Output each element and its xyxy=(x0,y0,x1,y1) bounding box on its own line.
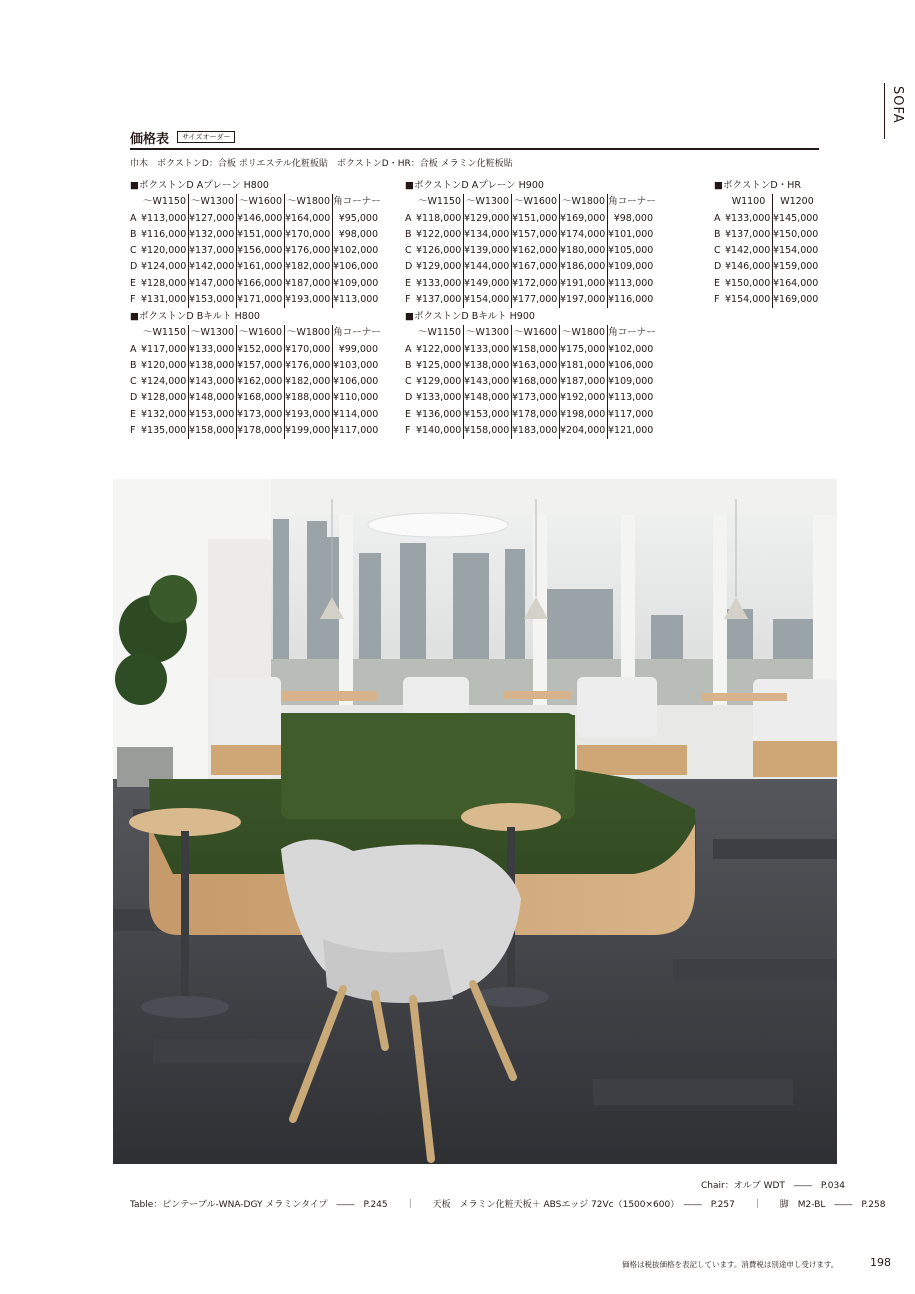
price-cell: ¥197,000 xyxy=(560,292,608,308)
price-cell: ¥128,000 xyxy=(141,390,189,406)
price-table-hr xyxy=(714,178,821,308)
price-cell: ¥150,000 xyxy=(725,276,773,292)
size-order-tag: サイズオーダー xyxy=(177,131,235,143)
price-cell: ¥114,000 xyxy=(333,408,379,420)
table-row xyxy=(405,292,656,308)
table-row xyxy=(130,243,381,259)
price-cell: ¥135,000 xyxy=(141,423,189,439)
price-cell: ¥122,000 xyxy=(416,342,464,358)
column-header: ～W1150 xyxy=(141,325,189,341)
price-table-a-plain-h800 xyxy=(130,178,381,308)
price-cell: ¥136,000 xyxy=(416,407,464,423)
price-cell: ¥121,000 xyxy=(608,425,654,437)
table-header-row xyxy=(130,194,381,210)
column-header: ～W1800 xyxy=(560,194,608,210)
price-cell: ¥178,000 xyxy=(512,407,560,423)
row-label: B xyxy=(714,228,721,240)
price-cell: ¥171,000 xyxy=(237,292,285,308)
price-cell: ¥178,000 xyxy=(237,423,285,439)
table-row xyxy=(405,374,656,390)
price-cell: ¥133,000 xyxy=(416,276,464,292)
price-cell: ¥161,000 xyxy=(237,259,285,275)
price-cell: ¥140,000 xyxy=(416,423,464,439)
price-cell: ¥173,000 xyxy=(512,390,560,406)
table-row xyxy=(130,358,381,374)
row-label: C xyxy=(714,245,721,257)
column-header: W1200 xyxy=(780,196,814,208)
column-header: 角コーナー xyxy=(608,327,656,339)
product-photo xyxy=(113,479,837,1164)
price-cell: ¥106,000 xyxy=(333,376,379,388)
table-title: ■ボクストンD・HR xyxy=(714,180,801,191)
price-cell: ¥117,000 xyxy=(141,342,189,358)
price-cell: ¥168,000 xyxy=(237,390,285,406)
price-cell: ¥137,000 xyxy=(189,243,237,259)
price-cell: ¥152,000 xyxy=(237,342,285,358)
chair-caption: Chair：オルブ WDT ―― P.034 xyxy=(701,1181,845,1191)
price-cell: ¥193,000 xyxy=(285,407,333,423)
column-header: ～W1600 xyxy=(512,194,560,210)
price-cell: ¥113,000 xyxy=(608,277,654,289)
column-header: ～W1600 xyxy=(237,325,285,341)
column-header: ～W1600 xyxy=(512,325,560,341)
price-cell: ¥98,000 xyxy=(338,228,378,240)
price-cell: ¥177,000 xyxy=(512,292,560,308)
row-label: F xyxy=(405,294,411,306)
price-cell: ¥145,000 xyxy=(773,212,819,224)
table-row xyxy=(714,292,821,308)
price-cell: ¥148,000 xyxy=(189,390,237,406)
price-cell: ¥127,000 xyxy=(189,211,237,227)
title-rule xyxy=(130,148,819,150)
column-header: ～W1300 xyxy=(464,325,512,341)
price-cell: ¥193,000 xyxy=(285,292,333,308)
price-cell: ¥116,000 xyxy=(608,294,654,306)
price-cell: ¥117,000 xyxy=(608,408,654,420)
row-label: E xyxy=(130,277,137,289)
table-row xyxy=(714,259,821,275)
price-cell: ¥151,000 xyxy=(237,227,285,243)
price-cell: ¥137,000 xyxy=(416,292,464,308)
row-label: F xyxy=(130,294,136,306)
price-cell: ¥128,000 xyxy=(141,276,189,292)
row-label: C xyxy=(130,245,137,257)
price-cell: ¥133,000 xyxy=(464,342,512,358)
table-row xyxy=(405,358,656,374)
price-cell: ¥146,000 xyxy=(725,259,773,275)
price-cell: ¥169,000 xyxy=(773,294,819,306)
price-cell: ¥157,000 xyxy=(237,358,285,374)
price-cell: ¥131,000 xyxy=(141,292,189,308)
price-cell: ¥150,000 xyxy=(773,228,819,240)
price-cell: ¥170,000 xyxy=(285,227,333,243)
price-cell: ¥129,000 xyxy=(464,211,512,227)
price-cell: ¥125,000 xyxy=(416,358,464,374)
price-cell: ¥138,000 xyxy=(464,358,512,374)
row-label: E xyxy=(130,408,137,420)
column-header: ～W1600 xyxy=(237,194,285,210)
column-header: ～W1800 xyxy=(285,325,333,341)
price-cell: ¥133,000 xyxy=(725,211,773,227)
price-cell: ¥148,000 xyxy=(464,390,512,406)
table-row xyxy=(405,407,656,423)
row-label: C xyxy=(405,376,412,388)
price-cell: ¥109,000 xyxy=(608,261,654,273)
price-cell: ¥170,000 xyxy=(285,342,333,358)
table-row xyxy=(405,227,656,243)
price-cell: ¥133,000 xyxy=(416,390,464,406)
price-cell: ¥180,000 xyxy=(560,243,608,259)
price-cell: ¥153,000 xyxy=(464,407,512,423)
price-cell: ¥110,000 xyxy=(333,392,379,404)
column-header: 角コーナー xyxy=(333,327,381,339)
price-cell: ¥102,000 xyxy=(333,245,379,257)
column-header: W1100 xyxy=(725,194,773,210)
table-row xyxy=(714,243,821,259)
price-cell: ¥167,000 xyxy=(512,259,560,275)
table-row xyxy=(130,423,381,439)
table-title: ■ボクストンD Aプレーン H800 xyxy=(130,180,269,191)
price-cell: ¥192,000 xyxy=(560,390,608,406)
price-cell: ¥124,000 xyxy=(141,374,189,390)
price-cell: ¥109,000 xyxy=(608,376,654,388)
row-label: F xyxy=(405,425,411,437)
column-header: 角コーナー xyxy=(608,196,656,208)
table-title: ■ボクストンD Bキルト H900 xyxy=(405,311,535,322)
price-cell: ¥120,000 xyxy=(141,243,189,259)
price-cell: ¥168,000 xyxy=(512,374,560,390)
price-cell: ¥187,000 xyxy=(285,276,333,292)
price-cell: ¥102,000 xyxy=(608,343,654,355)
table-title: ■ボクストンD Aプレーン H900 xyxy=(405,180,544,191)
price-cell: ¥156,000 xyxy=(237,243,285,259)
row-label: E xyxy=(405,408,412,420)
price-cell: ¥142,000 xyxy=(189,259,237,275)
price-cell: ¥99,000 xyxy=(338,343,378,355)
price-cell: ¥118,000 xyxy=(416,211,464,227)
price-cell: ¥113,000 xyxy=(141,211,189,227)
price-table-a-plain-h900 xyxy=(405,178,656,308)
price-cell: ¥182,000 xyxy=(285,374,333,390)
column-header: ～W1300 xyxy=(464,194,512,210)
price-cell: ¥166,000 xyxy=(237,276,285,292)
table-row xyxy=(714,227,821,243)
price-cell: ¥158,000 xyxy=(512,342,560,358)
row-label: B xyxy=(405,228,412,240)
table-row xyxy=(130,407,381,423)
price-cell: ¥143,000 xyxy=(464,374,512,390)
column-header: ～W1300 xyxy=(189,194,237,210)
table-row xyxy=(130,227,381,243)
row-label: E xyxy=(405,277,412,289)
table-header-row xyxy=(714,194,821,210)
table-row xyxy=(714,211,821,227)
table-row xyxy=(405,390,656,406)
row-label: D xyxy=(714,261,722,273)
table-row xyxy=(130,292,381,308)
price-cell: ¥162,000 xyxy=(237,374,285,390)
price-cell: ¥142,000 xyxy=(725,243,773,259)
table-row xyxy=(130,211,381,227)
price-table-b-quilt-h800 xyxy=(130,309,381,439)
column-header: ～W1150 xyxy=(416,325,464,341)
table-row xyxy=(405,259,656,275)
row-label: B xyxy=(405,359,412,371)
price-cell: ¥169,000 xyxy=(560,211,608,227)
page-title: 価格表 xyxy=(130,131,170,147)
row-label: D xyxy=(130,392,138,404)
row-label: A xyxy=(405,343,412,355)
price-cell: ¥187,000 xyxy=(560,374,608,390)
table-row xyxy=(405,423,656,439)
row-label: C xyxy=(130,376,137,388)
price-cell: ¥186,000 xyxy=(560,259,608,275)
price-cell: ¥191,000 xyxy=(560,276,608,292)
row-label: B xyxy=(130,359,137,371)
row-label: D xyxy=(405,261,413,273)
price-cell: ¥176,000 xyxy=(285,243,333,259)
column-header: ～W1300 xyxy=(189,325,237,341)
table-header-row xyxy=(130,325,381,341)
price-cell: ¥151,000 xyxy=(512,211,560,227)
price-cell: ¥162,000 xyxy=(512,243,560,259)
price-cell: ¥105,000 xyxy=(608,245,654,257)
price-cell: ¥199,000 xyxy=(285,423,333,439)
price-cell: ¥129,000 xyxy=(416,259,464,275)
column-header: ～W1150 xyxy=(141,194,189,210)
page-number: 198 xyxy=(870,1256,891,1269)
price-cell: ¥198,000 xyxy=(560,407,608,423)
price-table-b-quilt-h900 xyxy=(405,309,656,439)
price-cell: ¥153,000 xyxy=(189,292,237,308)
row-label: A xyxy=(130,343,137,355)
price-cell: ¥159,000 xyxy=(773,261,819,273)
price-cell: ¥132,000 xyxy=(141,407,189,423)
price-cell: ¥183,000 xyxy=(512,423,560,439)
price-cell: ¥138,000 xyxy=(189,358,237,374)
price-cell: ¥106,000 xyxy=(608,359,654,371)
price-cell: ¥204,000 xyxy=(560,423,608,439)
price-cell: ¥164,000 xyxy=(773,277,819,289)
price-cell: ¥117,000 xyxy=(333,425,379,437)
price-cell: ¥164,000 xyxy=(285,211,333,227)
price-cell: ¥109,000 xyxy=(333,277,379,289)
price-cell: ¥153,000 xyxy=(189,407,237,423)
price-cell: ¥158,000 xyxy=(189,423,237,439)
price-cell: ¥134,000 xyxy=(464,227,512,243)
table-row xyxy=(130,259,381,275)
table-caption: Table：ピンテーブル-WNA-DGY メラミンタイプ ―― P.245 ｜ 天板 メラミン化粧天板＋ ABSエッジ 72Vc（1500×600） ―― P.257 ｜ 脚 M2-BL ―― P.258 xyxy=(130,1200,886,1210)
row-label: A xyxy=(130,212,137,224)
price-cell: ¥113,000 xyxy=(608,392,654,404)
price-cell: ¥137,000 xyxy=(725,227,773,243)
row-label: C xyxy=(405,245,412,257)
price-cell: ¥158,000 xyxy=(464,423,512,439)
row-label: B xyxy=(130,228,137,240)
price-cell: ¥174,000 xyxy=(560,227,608,243)
price-cell: ¥120,000 xyxy=(141,358,189,374)
price-cell: ¥157,000 xyxy=(512,227,560,243)
table-header-row xyxy=(405,325,656,341)
price-cell: ¥98,000 xyxy=(613,212,653,224)
row-label: E xyxy=(714,277,721,289)
section-label: SOFA xyxy=(890,86,905,124)
table-row xyxy=(130,390,381,406)
table-title: ■ボクストンD Bキルト H800 xyxy=(130,311,260,322)
column-header: ～W1800 xyxy=(285,194,333,210)
table-row xyxy=(405,276,656,292)
price-cell: ¥144,000 xyxy=(464,259,512,275)
price-cell: ¥163,000 xyxy=(512,358,560,374)
row-label: A xyxy=(714,212,721,224)
row-label: A xyxy=(405,212,412,224)
column-header: ～W1800 xyxy=(560,325,608,341)
price-cell: ¥154,000 xyxy=(464,292,512,308)
row-label: D xyxy=(130,261,138,273)
price-cell: ¥133,000 xyxy=(189,342,237,358)
price-cell: ¥146,000 xyxy=(237,211,285,227)
table-row xyxy=(405,342,656,358)
row-label: F xyxy=(714,294,720,306)
table-row xyxy=(130,374,381,390)
price-cell: ¥188,000 xyxy=(285,390,333,406)
table-row xyxy=(714,276,821,292)
price-cell: ¥126,000 xyxy=(416,243,464,259)
price-header xyxy=(130,127,819,169)
table-row xyxy=(405,243,656,259)
column-header: 角コーナー xyxy=(333,196,381,208)
price-cell: ¥149,000 xyxy=(464,276,512,292)
price-cell: ¥147,000 xyxy=(189,276,237,292)
price-cell: ¥173,000 xyxy=(237,407,285,423)
price-cell: ¥181,000 xyxy=(560,358,608,374)
side-divider xyxy=(884,83,885,139)
price-cell: ¥122,000 xyxy=(416,227,464,243)
price-cell: ¥154,000 xyxy=(773,245,819,257)
column-header: ～W1150 xyxy=(416,194,464,210)
price-cell: ¥95,000 xyxy=(338,212,378,224)
material-note: 巾木 ボクストンD：合板 ポリエステル化粧板貼 ボクストンD・HR：合板 メラミン化粧板貼 xyxy=(130,159,513,169)
table-header-row xyxy=(405,194,656,210)
price-cell: ¥124,000 xyxy=(141,259,189,275)
row-label: F xyxy=(130,425,136,437)
price-cell: ¥182,000 xyxy=(285,259,333,275)
table-row xyxy=(405,211,656,227)
price-cell: ¥116,000 xyxy=(141,227,189,243)
price-cell: ¥101,000 xyxy=(608,228,654,240)
price-cell: ¥175,000 xyxy=(560,342,608,358)
table-row xyxy=(130,342,381,358)
price-cell: ¥103,000 xyxy=(333,359,379,371)
price-cell: ¥132,000 xyxy=(189,227,237,243)
price-cell: ¥106,000 xyxy=(333,261,379,273)
price-cell: ¥129,000 xyxy=(416,374,464,390)
price-cell: ¥139,000 xyxy=(464,243,512,259)
price-cell: ¥172,000 xyxy=(512,276,560,292)
price-cell: ¥143,000 xyxy=(189,374,237,390)
price-cell: ¥113,000 xyxy=(333,294,379,306)
tax-footnote: 価格は税抜価格を表記しています。消費税は別途申し受けます。 xyxy=(622,1260,839,1269)
row-label: D xyxy=(405,392,413,404)
price-cell: ¥154,000 xyxy=(725,292,773,308)
table-row xyxy=(130,276,381,292)
price-cell: ¥176,000 xyxy=(285,358,333,374)
